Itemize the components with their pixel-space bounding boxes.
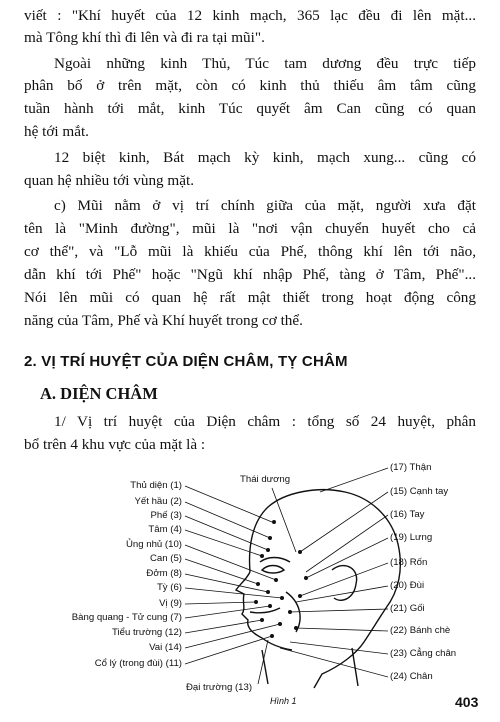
point-label-left: Tâm (4) bbox=[148, 524, 182, 535]
point-label-right: (21) Gối bbox=[390, 603, 425, 614]
intro-line: bổ trên 4 khu vực của mặt là : bbox=[24, 436, 206, 453]
point-label-left: Tiểu trường (12) bbox=[112, 627, 182, 638]
text-line: Nói lên mũi có quan hệ rất mật thiết trong hoạt động công bbox=[24, 289, 476, 306]
text-line: 12 biệt kinh, Bát mạch kỳ kinh, mạch xung... cũng có bbox=[54, 149, 476, 166]
figure-caption: Hình 1 bbox=[270, 696, 297, 706]
point-label-right: (22) Bánh chè bbox=[390, 625, 451, 636]
label-thai-duong: Thái dương bbox=[240, 474, 291, 485]
point-label-right: (16) Tay bbox=[390, 509, 425, 520]
point-label-right: (20) Đùi bbox=[390, 580, 425, 591]
text-line: tên là "Minh đường", mũi là "nơi vận chuyển huyết cho cả bbox=[24, 220, 476, 237]
point-label-left: Thủ diện (1) bbox=[130, 480, 182, 491]
point-label-right: (23) Cẳng chân bbox=[390, 648, 457, 659]
leader-lines-right bbox=[280, 468, 388, 677]
point-label-left: Can (5) bbox=[150, 553, 182, 564]
section-heading: 2. VỊ TRÍ HUYỆT CỦA DIỆN CHÂM, TỴ CHÂM bbox=[24, 353, 348, 370]
point-label-left: Ủng nhủ (10) bbox=[126, 539, 182, 550]
point-label-left: Phế (3) bbox=[150, 510, 182, 521]
point-label-right: (18) Rốn bbox=[390, 557, 428, 568]
point-label-left: Bàng quang - Tử cung (7) bbox=[71, 612, 182, 623]
text-line: phân bố ở trên mặt, còn có kinh thủ thiếu âm tâm cũng bbox=[24, 77, 476, 94]
point-label-left: Đởm (8) bbox=[146, 568, 182, 579]
text-line: tuần hành tới mắt, kinh Túc quyết âm Can cũng có quan bbox=[24, 100, 476, 117]
point-label-left: Cổ lý (trong đùi) (11) bbox=[94, 658, 182, 669]
text-line: hệ tới mắt. bbox=[24, 123, 89, 140]
text-line: c) Mũi nằm ở vị trí chính giữa của mặt, người xưa đặt bbox=[54, 197, 476, 214]
page-number: 403 bbox=[455, 694, 479, 710]
point-label-right: (15) Cạnh tay bbox=[390, 486, 449, 497]
face-acupoint-figure bbox=[0, 452, 500, 722]
text-line: quan hệ nhiều tới vùng mặt. bbox=[24, 172, 194, 189]
text-line: năng của Tâm, Phế và Khí huyết trong cơ thể. bbox=[24, 312, 303, 329]
point-label-right: (17) Thận bbox=[390, 462, 432, 473]
point-label-left: Tỳ (6) bbox=[156, 582, 182, 593]
text-line: dẫn khí tới Phế" hoặc "Ngũ khí nhập Phế, tàng ở Tâm, Phế"... bbox=[24, 266, 476, 283]
text-line: cơ thể", và "Lỗ mũi là khiếu của Phế, thông khí lên tới não, bbox=[24, 243, 476, 260]
subsection-heading: A. DIỆN CHÂM bbox=[40, 384, 158, 403]
point-label-left: Vị (9) bbox=[159, 598, 182, 609]
point-label-right: (24) Chân bbox=[390, 671, 433, 682]
intro-line: 1/ Vị trí huyệt của Diện châm : tổng số 24 huyệt, phân bbox=[54, 413, 476, 430]
point-label-right: (19) Lưng bbox=[390, 532, 433, 543]
point-label-left: Vai (14) bbox=[149, 642, 182, 653]
point-label-left: Yết hầu (2) bbox=[134, 496, 182, 507]
label-dai-truong: Đại trường (13) bbox=[186, 682, 253, 693]
text-line: mà Tông khí thì đi lên và đi ra tại mũi". bbox=[24, 29, 265, 46]
text-line: viết : "Khí huyết của 12 kinh mạch, 365 lạc đều đi lên mặt... bbox=[24, 7, 476, 24]
text-line: Ngoài những kinh Thủ, Túc tam dương đều trực tiếp bbox=[54, 55, 476, 72]
